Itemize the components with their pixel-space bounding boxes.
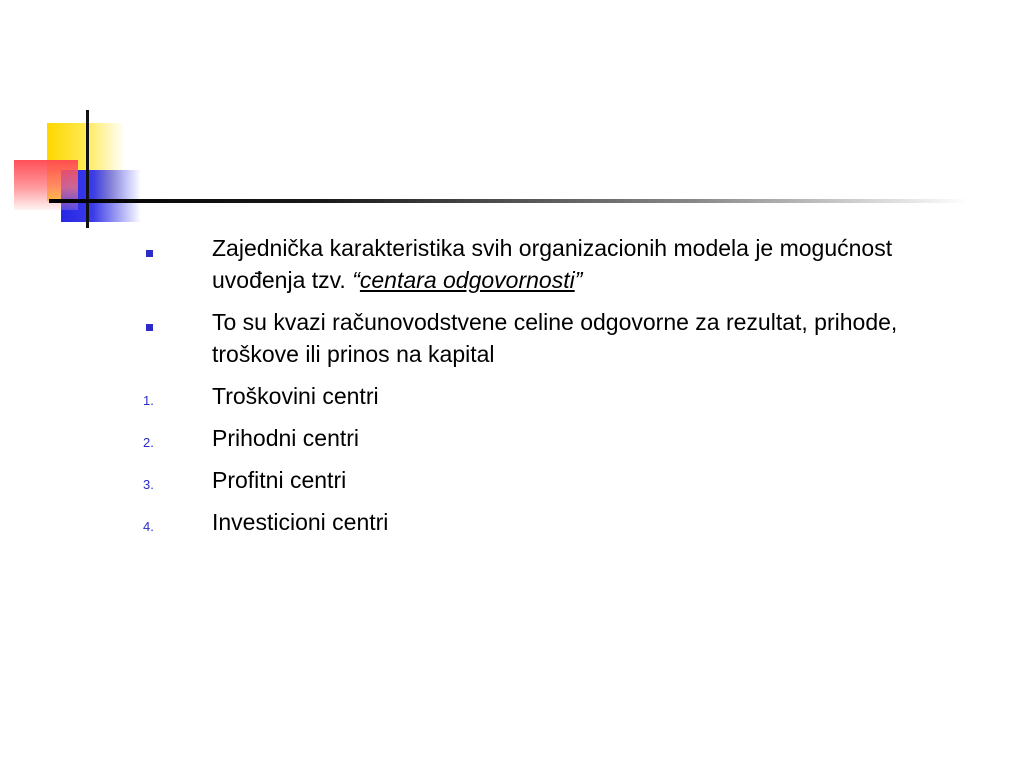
item-number: 3. — [143, 477, 154, 492]
decorative-logo — [0, 0, 160, 240]
numbered-item-text: Troškovini centri — [212, 383, 379, 409]
title-divider-line — [49, 199, 969, 203]
numbered-item — [140, 380, 970, 412]
vertical-divider — [86, 110, 89, 228]
numbered-item — [140, 464, 970, 496]
bullet-item — [140, 232, 970, 296]
item-number: 2. — [143, 435, 154, 450]
item-number: 4. — [143, 519, 154, 534]
item-number: 1. — [143, 393, 154, 408]
bullet-text — [212, 232, 970, 296]
numbered-item-text: Prihodni centri — [212, 425, 360, 451]
quote-close: ” — [574, 267, 583, 293]
bullet-text-intro: Zajednička karakteristika svih organizacionih modela je mogućnost uvođenja tzv. — [212, 235, 893, 293]
numbered-item-text: Investicioni centri — [212, 509, 389, 535]
bullet-item — [140, 306, 970, 370]
square-bullet-icon — [146, 324, 153, 331]
numbered-item — [140, 506, 970, 538]
numbered-item-text: Profitni centri — [212, 467, 347, 493]
quote-open: “ — [352, 267, 360, 293]
emphasized-term: centara odgovornosti — [359, 267, 575, 293]
square-bullet-icon — [146, 250, 153, 257]
slide-body — [140, 232, 970, 548]
numbered-item — [140, 422, 970, 454]
bullet-text: To su kvazi računovodstvene celine odgovorne za rezultat, prihode, troškove ili prinos na kapital — [212, 309, 898, 367]
